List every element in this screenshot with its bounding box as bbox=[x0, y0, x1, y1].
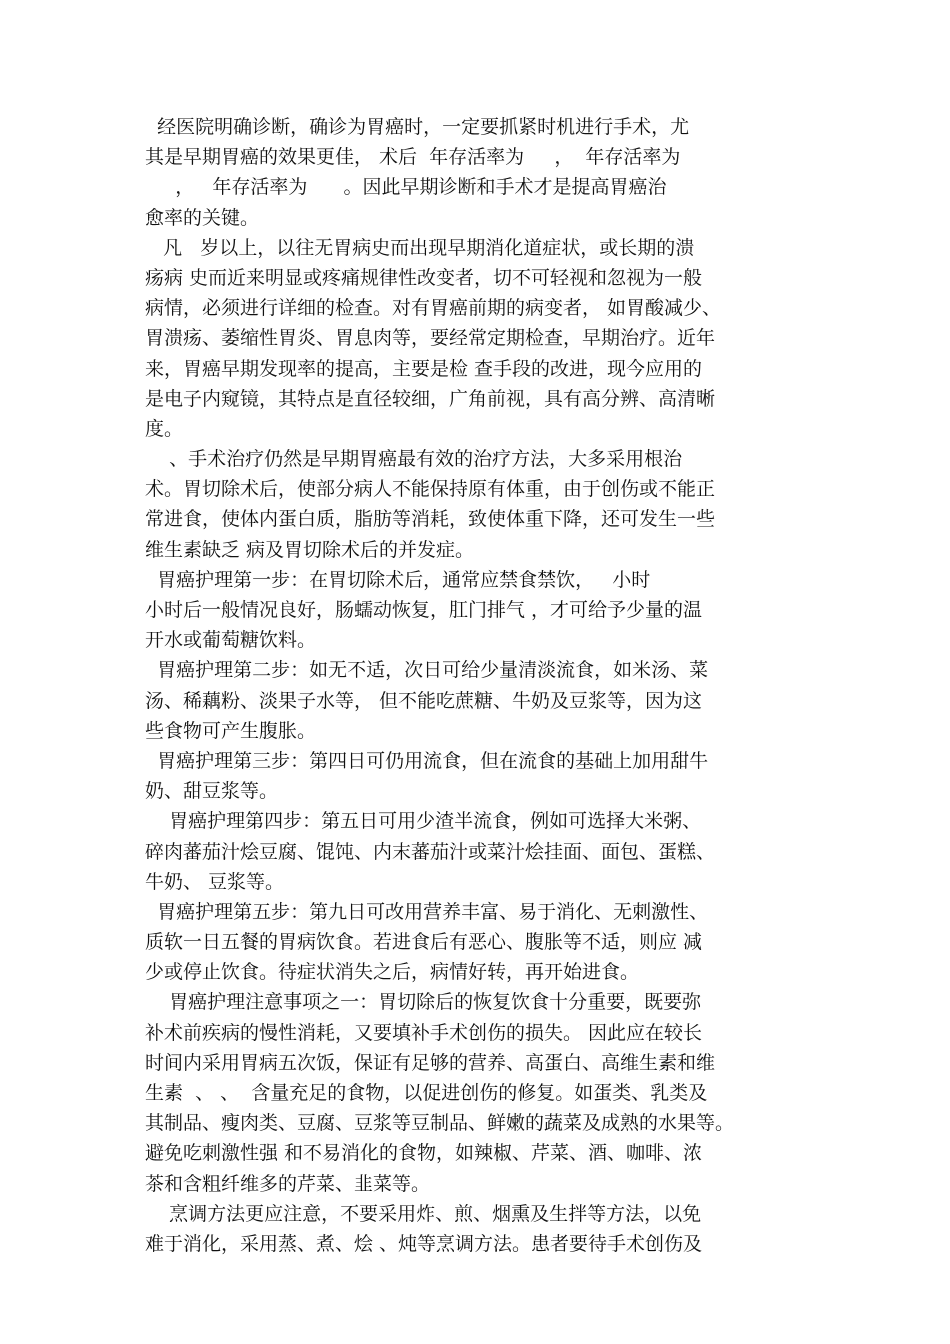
text-line: 来，胃癌早期发现率的提高，主要是检 查手段的改进，现今应用的 bbox=[145, 357, 703, 380]
text-line: 碎肉蕃茄汁烩豆腐、馄饨、内末蕃茄汁或菜汁烩挂面、面包、蛋糕、 bbox=[145, 840, 716, 863]
text-line: 疡病 史而近来明显或疼痛规律性改变者，切不可轻视和忽视为一般 bbox=[145, 266, 703, 289]
text-line: 难于消化，采用蒸、煮、烩 、炖等烹调方法。患者要待手术创伤及 bbox=[145, 1232, 703, 1255]
text-line: 些食物可产生腹胀。 bbox=[145, 719, 317, 742]
text-line: ， 年存活率为 。因此早期诊断和手术才是提高胃癌治 bbox=[145, 176, 667, 199]
text-line: 避免吃刺激性强 和不易消化的食物，如辣椒、芹菜、酒、咖啡、浓 bbox=[145, 1142, 703, 1165]
text-line: 胃癌护理第四步：第五日可用少渣半流食，例如可选择大米粥、 bbox=[145, 810, 702, 833]
text-line: 胃癌护理注意事项之一：胃切除后的恢复饮食十分重要，既要弥 bbox=[145, 991, 702, 1014]
text-line: 凡 岁以上，以往无胃病史而出现早期消化道症状，或长期的溃 bbox=[145, 236, 695, 259]
text-line: 常进食，使体内蛋白质，脂肪等消耗，致使体重下降，还可发生一些 bbox=[145, 508, 716, 531]
text-line: 质软一日五餐的胃病饮食。若进食后有恶心、腹胀等不适，则应 减 bbox=[145, 931, 703, 954]
text-line: 其制品、瘦肉类、豆腐、豆浆等豆制品、鲜嫩的蔬菜及成熟的水果等。 bbox=[145, 1112, 735, 1135]
text-line: 补术前疾病的慢性消耗，又要填补手术创伤的损失。 因此应在较长 bbox=[145, 1021, 703, 1044]
body-text bbox=[145, 112, 810, 1259]
text-line: 胃溃疡、萎缩性胃炎、胃息肉等，要经常定期检查，早期治疗。近年 bbox=[145, 327, 716, 350]
text-line: 术。胃切除术后，使部分病人不能保持原有体重，由于创伤或不能正 bbox=[145, 478, 716, 501]
text-line: 其是早期胃癌的效果更佳， 术后 年存活率为 ， 年存活率为 bbox=[145, 146, 681, 169]
text-line: 奶、甜豆浆等。 bbox=[145, 780, 279, 803]
text-line: 开水或葡萄糖饮料。 bbox=[145, 629, 317, 652]
text-line: 生素 、 、 含量充足的食物，以促进创伤的修复。如蛋类、乳类及 bbox=[145, 1082, 708, 1104]
text-line: 胃癌护理第五步：第九日可改用营养丰富、易于消化、无刺激性、 bbox=[145, 900, 709, 923]
text-line: 是电子内窥镜，其特点是直径较细，广角前视，具有高分辨、高清晰 bbox=[145, 387, 716, 410]
text-line: 小时后一般情况良好，肠蠕动恢复，肛门排气 ，才可给予少量的温 bbox=[145, 599, 703, 621]
text-line: 病情，必须进行详细的检查。对有胃癌前期的病变者， 如胃酸减少、 bbox=[145, 297, 722, 320]
text-line: 牛奶、 豆浆等。 bbox=[145, 870, 285, 893]
text-line: 茶和含粗纤维多的芹菜、韭菜等。 bbox=[145, 1172, 431, 1195]
text-line: 烹调方法更应注意，不要采用炸、煎、烟熏及生拌等方法，以免 bbox=[145, 1202, 702, 1225]
text-line: 少或停止饮食。待症状消失之后，病情好转，再开始进食。 bbox=[145, 961, 640, 984]
text-line: 汤、稀藕粉、淡果子水等， 但不能吃蔗糖、牛奶及豆浆等，因为这 bbox=[145, 689, 703, 712]
text-line: 经医院明确诊断，确诊为胃癌时，一定要抓紧时机进行手术，尤 bbox=[145, 116, 690, 138]
text-line: 维生素缺乏 病及胃切除术后的并发症。 bbox=[145, 538, 475, 561]
text-line: 胃癌护理第一步：在胃切除术后，通常应禁食禁饮， 小时 bbox=[145, 568, 651, 591]
text-line: 度。 bbox=[145, 417, 184, 440]
text-line: 愈率的关键。 bbox=[145, 206, 260, 229]
text-line: 胃癌护理第二步：如无不适，次日可给少量清淡流食，如米汤、菜 bbox=[145, 659, 709, 682]
text-line: 、手术治疗仍然是早期胃癌最有效的治疗方法，大多采用根治 bbox=[145, 448, 683, 471]
text-line: 时间内采用胃病五次饭，保证有足够的营养、高蛋白、高维生素和维 bbox=[145, 1051, 716, 1074]
text-line: 胃癌护理第三步：第四日可仍用流食，但在流食的基础上加用甜牛 bbox=[145, 749, 709, 772]
